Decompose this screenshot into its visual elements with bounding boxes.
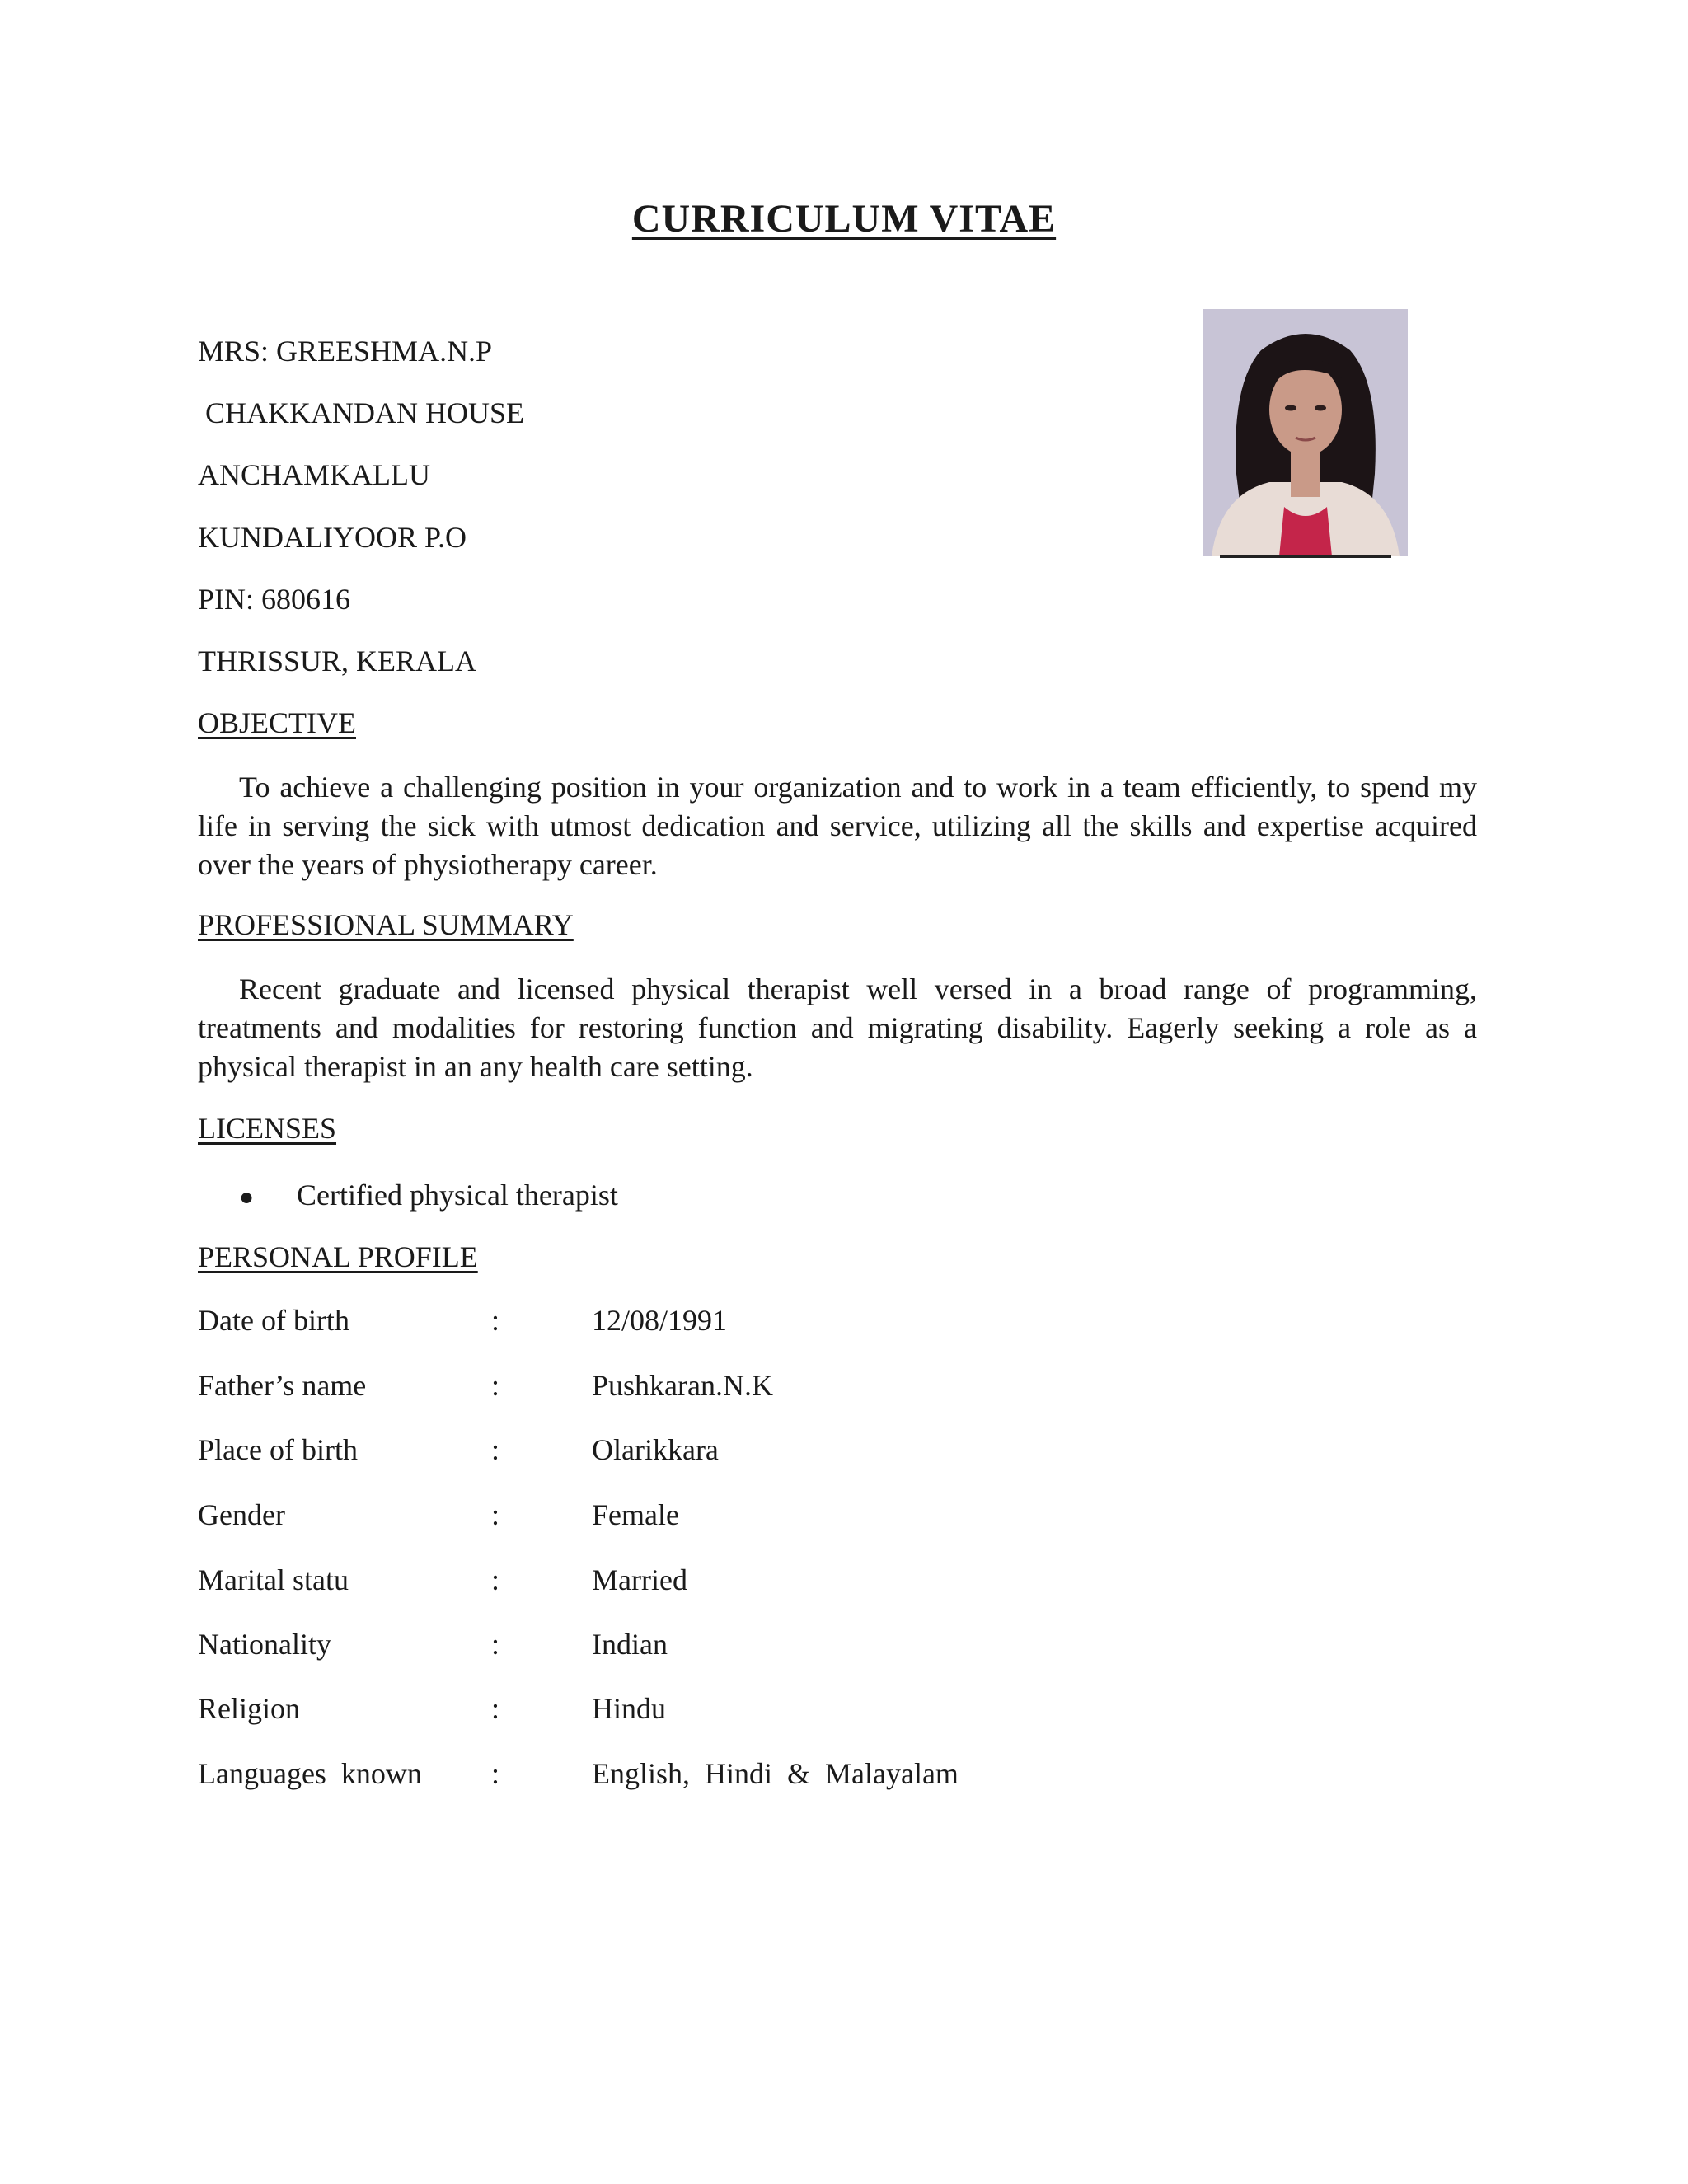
profile-separator: : — [491, 1628, 500, 1661]
objective-text: To achieve a challenging position in your organization and to work in a team efficiently, to spend my life in serving the sick with utmost dedication and service, utilizing all the skills and expertise acquired over the years of physiotherapy career. — [198, 771, 1477, 881]
profile-value: Olarikkara — [592, 1433, 719, 1466]
profile-value: English, Hindi & Malayalam — [592, 1757, 959, 1790]
bullet-icon: ● — [239, 1183, 255, 1211]
profile-label: Religion — [198, 1692, 300, 1725]
profile-label: Place of birth — [198, 1433, 358, 1466]
candidate-name: MRS: GREESHMA.N.P — [198, 335, 493, 368]
profile-separator: : — [491, 1304, 500, 1337]
address-house: CHAKKANDAN HOUSE — [198, 396, 524, 429]
profile-label: Languages known — [198, 1757, 422, 1790]
profile-separator: : — [491, 1692, 500, 1725]
profile-value: Indian — [592, 1628, 668, 1661]
profile-separator: : — [491, 1498, 500, 1531]
profile-value: Pushkaran.N.K — [592, 1369, 773, 1402]
profile-label: Father’s name — [198, 1369, 367, 1402]
profile-photo-portrait — [1203, 309, 1408, 556]
photo-underline — [1220, 555, 1391, 558]
profile-label: Nationality — [198, 1628, 331, 1661]
license-item — [239, 1177, 618, 1216]
profile-label: Marital statu — [198, 1563, 349, 1596]
summary-text: Recent graduate and licensed physical therapist well versed in a broad range of programming, treatments and modalities for restoring function and migrating disability. Eagerly seeking a role as a physical therapist in an any health care setting. — [198, 972, 1477, 1083]
profile-separator: : — [491, 1369, 500, 1402]
profile-label: Date of birth — [198, 1304, 349, 1337]
profile-value: 12/08/1991 — [592, 1304, 728, 1337]
summary-heading: PROFESSIONAL SUMMARY — [198, 908, 574, 941]
profile-label: Gender — [198, 1498, 285, 1531]
licenses-heading: LICENSES — [198, 1112, 337, 1145]
profile-photo — [1203, 309, 1408, 556]
profile-separator: : — [491, 1757, 500, 1790]
profile-value: Female — [592, 1498, 679, 1531]
address-city-state: THRISSUR, KERALA — [198, 644, 477, 677]
address-post-office: KUNDALIYOOR P.O — [198, 521, 467, 554]
profile-value: Married — [592, 1563, 687, 1596]
license-item-text: Certified physical therapist — [297, 1179, 618, 1212]
document-title: CURRICULUM VITAE — [631, 197, 1057, 241]
profile-separator: : — [491, 1433, 500, 1466]
address-pin: PIN: 680616 — [198, 583, 351, 616]
profile-value: Hindu — [592, 1692, 666, 1725]
personal-profile-heading: PERSONAL PROFILE — [198, 1240, 478, 1273]
address-locality: ANCHAMKALLU — [198, 458, 430, 491]
objective-heading: OBJECTIVE — [198, 706, 356, 739]
profile-separator: : — [491, 1563, 500, 1596]
